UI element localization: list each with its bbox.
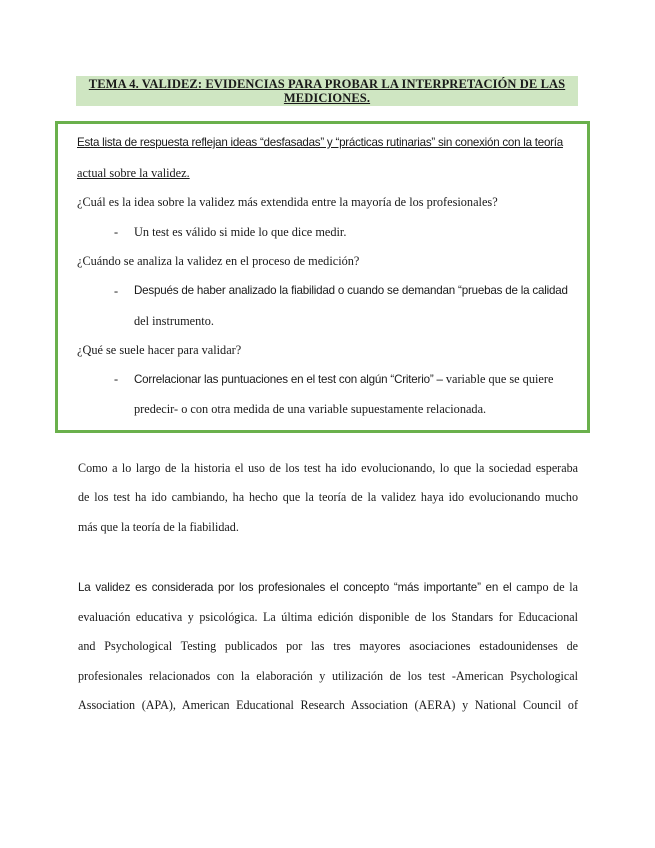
paragraph-2-tail: campo de la: [511, 580, 578, 594]
answer-2-line-1: Después de haber analizado la fiabilidad o cuando se demandan “pruebas de la calidad: [134, 284, 568, 297]
paragraph-2-line-3: and Psychological Testing publicados por las tres mayores asociaciones estadounidenses de: [78, 639, 578, 653]
box-intro-line-2: actual sobre la validez.: [77, 166, 190, 180]
title-line-1: TEMA 4. VALIDEZ: EVIDENCIAS PARA PROBAR LA INTERPRETACIÓN DE LAS: [88, 77, 566, 91]
paragraph-2-line-2: evaluación educativa y psicológica. La última edición disponible de los Standars for Educacional: [78, 610, 578, 624]
bullet-dash-3: -: [114, 372, 119, 386]
paragraph-2-line-4: profesionales relacionados con la elaboración y utilización de los test -American Psychological: [78, 669, 578, 683]
bullet-dash-2: -: [114, 284, 119, 298]
answer-3-tail: variable que se quiere: [442, 372, 554, 386]
question-2: ¿Cuándo se analiza la validez en el proceso de medición?: [77, 254, 360, 268]
answer-3-lead: Correlacionar las puntuaciones en el test con algún “Criterio” –: [134, 373, 443, 386]
paragraph-1-line-3: más que la teoría de la fiabilidad.: [78, 520, 239, 534]
bullet-dash-1: -: [114, 225, 119, 239]
title-line-2: MEDICIONES.: [283, 91, 371, 105]
box-intro-line-1: Esta lista de respuesta reflejan ideas “desfasadas” y “prácticas rutinarias” sin conexión con la teoría: [77, 136, 563, 149]
answer-2-line-2: del instrumento.: [134, 314, 214, 328]
paragraph-2-line-5: Association (APA), American Educational Research Association (AERA) y National Council of: [78, 698, 578, 712]
answer-1: Un test es válido si mide lo que dice medir.: [134, 225, 347, 239]
paragraph-2-line-1: [78, 579, 578, 596]
question-3: ¿Qué se suele hacer para validar?: [77, 343, 242, 357]
paragraph-1-line-1: Como a lo largo de la historia el uso de los test ha ido evolucionando, lo que la sociedad esperaba: [78, 461, 578, 475]
paragraph-2-lead: La validez es considerada por los profesionales el concepto “más importante” en el: [78, 581, 512, 594]
answer-3-line-1: [134, 371, 553, 388]
question-1: ¿Cuál es la idea sobre la validez más extendida entre la mayoría de los profesionales?: [77, 195, 498, 209]
document-title: [76, 76, 578, 106]
answer-3-line-2: predecir- o con otra medida de una variable supuestamente relacionada.: [134, 402, 487, 416]
paragraph-1-line-2: de los test ha ido cambiando, ha hecho que la teoría de la validez haya ido evolucionando mucho: [78, 490, 578, 504]
